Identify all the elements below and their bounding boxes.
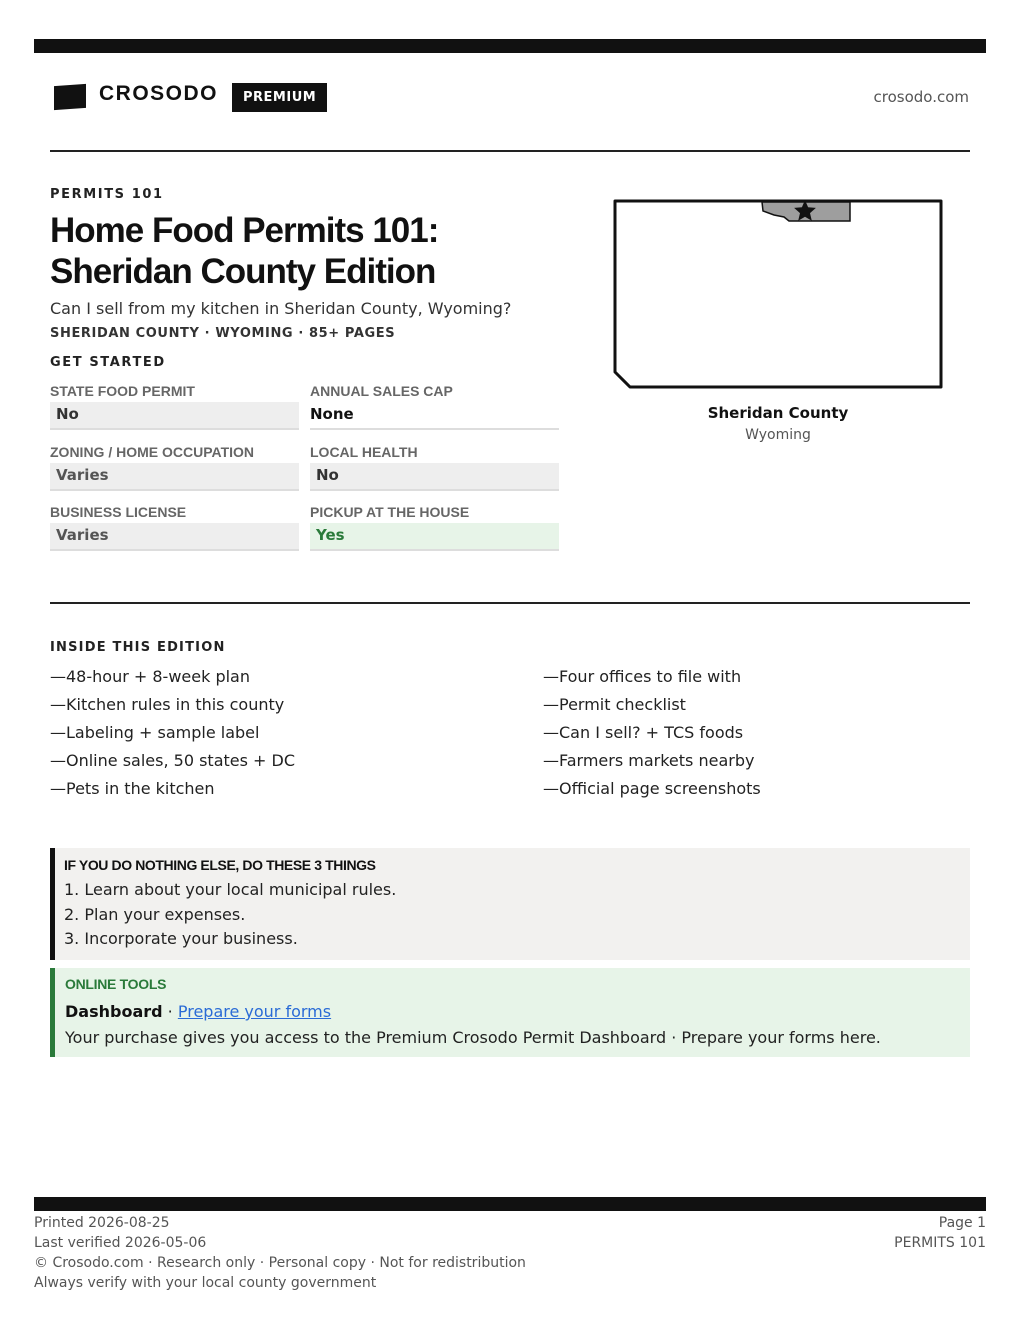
- top-bar: [34, 39, 986, 53]
- summary-label: PICKUP AT THE HOUSE: [310, 504, 470, 520]
- summary-value: Varies: [50, 463, 299, 491]
- summary-cell-business-license: [50, 503, 299, 551]
- disclaimer: Always verify with your local county government: [34, 1275, 377, 1291]
- page-number: Page 1: [938, 1215, 986, 1231]
- edition-meta: SHERIDAN COUNTY · WYOMING · 85+ PAGES: [50, 326, 396, 341]
- separator: ·: [162, 1002, 178, 1021]
- state-outline: [615, 201, 941, 387]
- list-item: —Permit checklist: [543, 695, 686, 714]
- tools-links: [65, 1001, 970, 1027]
- inside-heading: INSIDE THIS EDITION: [50, 640, 226, 655]
- subtitle: Can I sell from my kitchen in Sheridan County, Wyoming?: [50, 299, 512, 318]
- callout-step: 2. Plan your expenses.: [64, 904, 246, 924]
- summary-label: BUSINESS LICENSE: [50, 504, 187, 520]
- site-url[interactable]: crosodo.com: [873, 88, 969, 106]
- summary-cell-pickup: [310, 503, 559, 551]
- copyright: © Crosodo.com · Research only · Personal copy · Not for redistribution: [34, 1255, 526, 1271]
- section-kicker: PERMITS 101: [50, 187, 164, 202]
- premium-badge: PREMIUM: [232, 83, 327, 112]
- callout-title: IF YOU DO NOTHING ELSE, DO THESE 3 THINGS: [64, 857, 376, 873]
- summary-value: Yes: [310, 523, 559, 551]
- divider: [50, 150, 970, 152]
- footer-section: PERMITS 101: [894, 1235, 986, 1251]
- map-county-name: Sheridan County: [707, 404, 849, 422]
- dashboard-label: Dashboard: [65, 1002, 163, 1021]
- summary-label: LOCAL HEALTH: [310, 444, 418, 460]
- list-item: —Kitchen rules in this county: [50, 695, 285, 714]
- prepare-forms-link[interactable]: Prepare your forms: [177, 1002, 332, 1021]
- summary-cell-zoning: [50, 443, 299, 491]
- summary-label: STATE FOOD PERMIT: [50, 383, 195, 399]
- footer-left: [34, 1213, 526, 1293]
- summary-value: No: [50, 402, 299, 430]
- list-item: —Official page screenshots: [543, 779, 761, 798]
- list-item: —Pets in the kitchen: [50, 779, 215, 798]
- list-item: —Online sales, 50 states + DC: [50, 751, 296, 770]
- list-item: —Labeling + sample label: [50, 723, 260, 742]
- list-item: —Four offices to file with: [543, 667, 742, 686]
- printed-date: Printed 2026-08-25: [34, 1215, 170, 1231]
- list-item: —Farmers markets nearby: [543, 751, 755, 770]
- wyoming-logo-icon: [54, 84, 86, 110]
- list-item: —48-hour + 8-week plan: [50, 667, 250, 686]
- summary-cell-local-health: [310, 443, 559, 491]
- wyoming-state-map: [612, 198, 944, 392]
- footer-right: [894, 1213, 986, 1253]
- online-tools-box: [50, 968, 970, 1057]
- title-line-1: Home Food Permits 101:: [50, 211, 439, 250]
- summary-label: ANNUAL SALES CAP: [310, 383, 453, 399]
- contents-list-left: [50, 666, 295, 806]
- divider: [50, 602, 970, 604]
- title-line-2: Sheridan County Edition: [50, 252, 436, 291]
- summary-cell-annual-sales-cap: [310, 382, 559, 430]
- summary-value: None: [310, 402, 559, 430]
- header: [50, 80, 970, 114]
- top-three-callout: [50, 848, 970, 960]
- summary-cell-state-food-permit: [50, 382, 299, 430]
- callout-step: 3. Incorporate your business.: [64, 929, 298, 948]
- summary-value: Varies: [50, 523, 299, 551]
- summary-label: ZONING / HOME OCCUPATION: [50, 444, 255, 460]
- list-item: —Can I sell? + TCS foods: [543, 723, 744, 742]
- brand-name: CROSODO: [99, 82, 219, 105]
- callout-step: 1. Learn about your local municipal rules.: [64, 880, 397, 899]
- verified-date: Last verified 2026-05-06: [34, 1235, 207, 1251]
- map-state-name: Wyoming: [745, 427, 811, 443]
- get-started-heading: GET STARTED: [50, 355, 166, 370]
- summary-value: No: [310, 463, 559, 491]
- tools-title: ONLINE TOOLS: [65, 976, 167, 992]
- page-title: [50, 210, 590, 292]
- contents-list-right: [543, 666, 761, 806]
- tools-description: Your purchase gives you access to the Premium Crosodo Permit Dashboard · Prepare your forms here.: [65, 1028, 881, 1047]
- footer-bar: [34, 1197, 986, 1211]
